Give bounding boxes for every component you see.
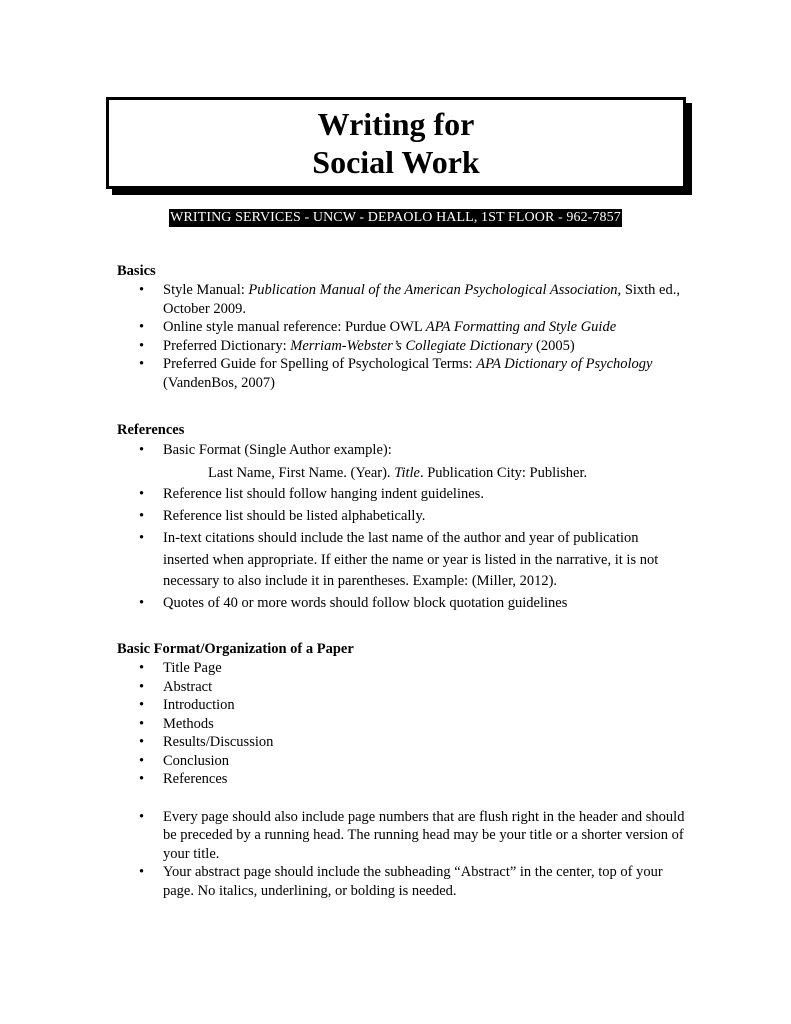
references-item-alphabetical: • Reference list should be listed alphabetically. <box>117 506 687 528</box>
references-heading: References <box>117 422 185 438</box>
references-item-hanging-indent: • Reference list should follow hanging indent guidelines. <box>117 484 687 506</box>
list-item: • Title Page <box>117 659 687 678</box>
references-section <box>117 421 687 615</box>
list-item: • Abstract <box>117 678 687 697</box>
note-page-numbers: • Every page should also include page numbers that are flush right in the header and should be preceded by a running head. The running head may be your title or a shorter version of your title. <box>117 808 687 864</box>
basics-list <box>117 281 687 392</box>
list-item: • Results/Discussion <box>117 733 687 752</box>
note-abstract-page: • Your abstract page should include the subheading “Abstract” in the center, top of your page. No italics, underlining, or bolding is needed. <box>117 863 687 900</box>
title-box-frame <box>106 97 686 189</box>
page-title-line-2: Social Work <box>312 144 480 180</box>
references-item-basic-format: • Basic Format (Single Author example): <box>117 440 687 462</box>
basics-item-spelling-guide: • Preferred Guide for Spelling of Psychological Terms: APA Dictionary of Psychology (VandenBos, 2007) <box>117 355 687 392</box>
references-item-block-quotes: • Quotes of 40 or more words should follow block quotation guidelines <box>117 593 687 615</box>
organization-section <box>117 640 687 900</box>
title-box <box>106 97 686 189</box>
contact-banner-row <box>0 208 791 227</box>
organization-heading: Basic Format/Organization of a Paper <box>117 641 354 657</box>
list-item: • Introduction <box>117 696 687 715</box>
list-item: • Methods <box>117 715 687 734</box>
basics-item-online-reference: • Online style manual reference: Purdue OWL APA Formatting and Style Guide <box>117 318 687 337</box>
basics-item-dictionary: • Preferred Dictionary: Merriam-Webster’s Collegiate Dictionary (2005) <box>117 337 687 356</box>
reference-format-example: Last Name, First Name. (Year). Title. Publication City: Publisher. <box>208 465 588 481</box>
references-list-continued <box>117 484 687 615</box>
basics-section <box>117 262 687 392</box>
organization-list <box>117 659 687 789</box>
references-list <box>117 440 687 462</box>
list-item: • References <box>117 770 687 789</box>
contact-banner: WRITING SERVICES - UNCW - DEPAOLO HALL, 1ST FLOOR - 962-7857 <box>170 210 621 225</box>
basics-item-style-manual: • Style Manual: Publication Manual of the American Psychological Association, Sixth ed., October 2009. <box>117 281 687 318</box>
list-item: • Conclusion <box>117 752 687 771</box>
basics-heading: Basics <box>117 263 156 279</box>
page-title-line-1: Writing for <box>317 106 475 142</box>
organization-notes-list <box>117 808 687 901</box>
references-item-in-text-citations: • In-text citations should include the last name of the author and year of publication inserted when appropriate. If either the name or year is listed in the narrative, it is not necessary to also include it in parentheses. Example: (Miller, 2012). <box>117 528 687 593</box>
